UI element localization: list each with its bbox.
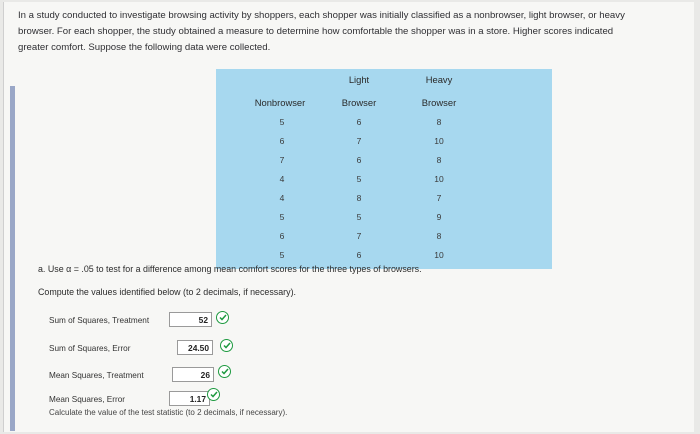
cell-r6-light: 5 [356,212,362,222]
cell-r7-nonbrowser: 6 [279,231,285,241]
problem-intro [18,8,683,56]
mse-input[interactable]: 1.17 [169,391,210,406]
cell-r8-nonbrowser: 5 [279,250,285,260]
check-icon [207,388,220,401]
check-icon [218,365,231,378]
cell-r6-heavy: 9 [436,212,442,222]
sse-input[interactable]: 24.50 [177,340,213,355]
cell-r2-heavy: 10 [434,136,444,146]
header-heavy: Heavy [425,74,453,85]
cell-r1-heavy: 8 [436,117,442,127]
header-light-browser: Browser [341,97,377,108]
compute-instruction: Compute the values identified below (to 2 decimals, if necessary). [38,287,296,297]
calculate-instruction: Calculate the value of the test statistic (to 2 decimals, if necessary). [49,408,288,417]
cell-r2-light: 7 [356,136,362,146]
left-accent-bar [10,86,15,431]
sst-input[interactable]: 52 [169,312,212,327]
cell-r5-light: 8 [356,193,362,203]
cell-r5-nonbrowser: 4 [279,193,285,203]
intro-line-3: greater comfort. Suppose the following data were collected. [18,42,271,53]
check-icon [220,339,233,352]
cell-r3-nonbrowser: 7 [279,155,285,165]
question-page [3,2,694,432]
mse-label: Mean Squares, Error [49,395,125,404]
header-light: Light [348,74,370,85]
mst-label: Mean Squares, Treatment [49,371,144,380]
cell-r1-nonbrowser: 5 [279,117,285,127]
cell-r3-light: 6 [356,155,362,165]
cell-r8-heavy: 10 [434,250,444,260]
check-icon [216,311,229,324]
cell-r7-light: 7 [356,231,362,241]
mst-input[interactable]: 26 [172,367,214,382]
cell-r3-heavy: 8 [436,155,442,165]
cell-r5-heavy: 7 [436,193,442,203]
cell-r4-light: 5 [356,174,362,184]
cell-r6-nonbrowser: 5 [279,212,285,222]
cell-r7-heavy: 8 [436,231,442,241]
question-part-a: a. Use α = .05 to test for a difference among mean comfort scores for the three types of browsers. [38,264,422,274]
header-heavy-browser: Browser [421,97,457,108]
header-nonbrowser: Nonbrowser [254,97,306,108]
cell-r4-heavy: 10 [434,174,444,184]
cell-r1-light: 6 [356,117,362,127]
cell-r4-nonbrowser: 4 [279,174,285,184]
sse-label: Sum of Squares, Error [49,344,131,353]
intro-line-2: browser. For each shopper, the study obtained a measure to determine how comfortable the shopper was in a store. Higher scores indicated [18,26,614,37]
intro-line-1: In a study conducted to investigate browsing activity by shoppers, each shopper was initially classified as a nonbrowser, light browser, or heavy [18,10,625,21]
sst-label: Sum of Squares, Treatment [49,316,150,325]
cell-r8-light: 6 [356,250,362,260]
cell-r2-nonbrowser: 6 [279,136,285,146]
